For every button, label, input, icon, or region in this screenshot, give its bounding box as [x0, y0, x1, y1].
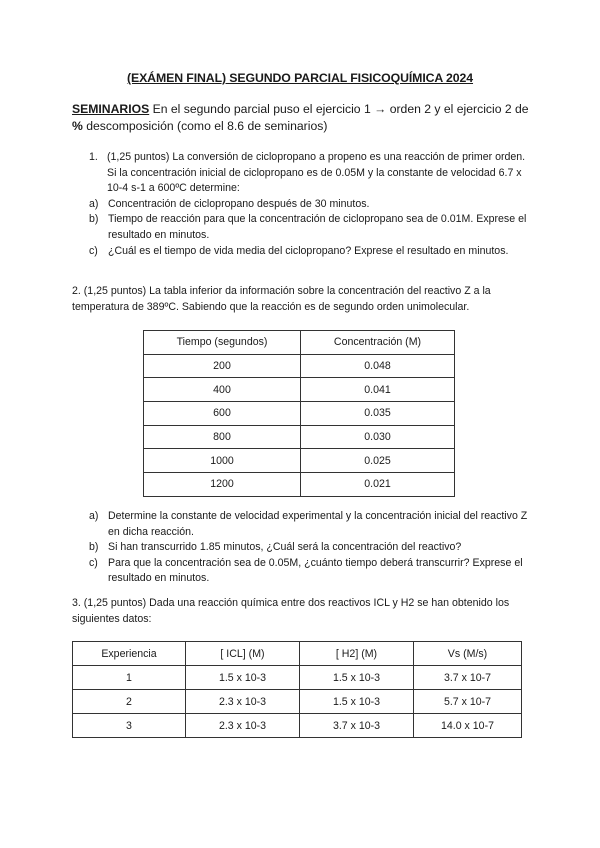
table-row: [144, 378, 455, 402]
item-text: Tiempo de reacción para que la concentración de ciclopropano sea de 0.01M. Exprese el resultado en minutos.: [108, 213, 527, 241]
question-1-item-c: [89, 244, 529, 260]
table-cell: 1200: [144, 473, 301, 497]
table-cell: 0.048: [301, 354, 455, 378]
table-cell: 3.7 x 10-7: [414, 666, 522, 690]
item-marker: a): [89, 510, 99, 522]
seminarios-keyword: SEMINARIOS: [72, 102, 150, 116]
rate-data-table: [72, 641, 522, 738]
item-marker: b): [89, 213, 99, 226]
percent-symbol: %: [72, 119, 83, 133]
table-cell: 400: [144, 378, 301, 402]
table-cell: 600: [144, 402, 301, 426]
table-cell: 2.3 x 10-3: [186, 690, 300, 714]
table-row: [73, 714, 522, 738]
table-cell: 1.5 x 10-3: [300, 666, 414, 690]
item-marker: c): [89, 244, 98, 257]
column-header: [ H2] (M): [300, 642, 414, 666]
table-header-row: [73, 642, 522, 666]
table-cell: 0.025: [301, 449, 455, 473]
table-row: [144, 425, 455, 449]
table-row: [73, 666, 522, 690]
table-header-row: [144, 331, 455, 355]
table-cell: 3: [73, 714, 186, 738]
question-3-statement: 3. (1,25 puntos) Dada una reacción química entre dos reactivos ICL y H2 se han obtenido los siguientes datos:: [72, 597, 510, 625]
table-cell: 0.021: [301, 473, 455, 497]
question-2-item-b: [89, 540, 529, 556]
table-row: [144, 354, 455, 378]
item-marker: a): [89, 197, 99, 210]
table-cell: 0.041: [301, 378, 455, 402]
question-1-item-a: [89, 197, 529, 213]
item-text: Si han transcurrido 1.85 minutos, ¿Cuál será la concentración del reactivo?: [108, 541, 462, 554]
seminarios-text-2: descomposición (como el 8.6 de seminarios): [82, 119, 328, 133]
table-cell: 1.5 x 10-3: [186, 666, 300, 690]
table-row: [73, 690, 522, 714]
item-marker: c): [89, 556, 98, 569]
column-header: Tiempo (segundos): [144, 331, 301, 355]
question-1-number: 1.: [89, 151, 98, 163]
concentration-table: [143, 330, 455, 497]
question-1-text: (1,25 puntos) La conversión de ciclopropano a propeno es una reacción de primer orden. Si la concentración inicial de ciclopropano es de 0.05M y la constante de velocidad 6.7 x 10-4 s-1 a 600ºC determine:: [107, 151, 526, 195]
table-cell: 2: [73, 690, 186, 714]
column-header: Experiencia: [73, 642, 186, 666]
question-1: [89, 150, 529, 259]
item-text: Concentración de ciclopropano después de 30 minutos.: [108, 197, 370, 210]
table-cell: 1: [73, 666, 186, 690]
table-cell: 1000: [144, 449, 301, 473]
column-header: Concentración (M): [301, 331, 455, 355]
table-row: [144, 473, 455, 497]
table-row: [144, 402, 455, 426]
item-text: ¿Cuál es el tiempo de vida media del ciclopropano? Exprese el resultado en minutos.: [108, 244, 509, 257]
table-cell: 200: [144, 354, 301, 378]
question-1-item-b: [89, 212, 529, 243]
column-header: Vs (M/s): [414, 642, 522, 666]
table-cell: 5.7 x 10-7: [414, 690, 522, 714]
column-header: [ ICL] (M): [186, 642, 300, 666]
table-cell: 1.5 x 10-3: [300, 690, 414, 714]
seminarios-text-1: En el segundo parcial puso el ejercicio 1 → orden 2 y el ejercicio 2 de: [149, 102, 529, 116]
seminarios-note: [72, 101, 542, 135]
item-marker: b): [89, 541, 99, 554]
table-cell: 2.3 x 10-3: [186, 714, 300, 738]
document-title: (EXÁMEN FINAL) SEGUNDO PARCIAL FISICOQUÍMICA 2024: [126, 71, 474, 85]
question-2-item-c: [89, 556, 529, 587]
table-cell: 0.030: [301, 425, 455, 449]
item-text: Determine la constante de velocidad experimental y la concentración inicial del reactivo Z en dicha reacción.: [108, 510, 528, 538]
table-cell: 14.0 x 10-7: [414, 714, 522, 738]
question-2-items: [89, 509, 529, 587]
item-text: Para que la concentración sea de 0.05M, ¿cuánto tiempo deberá transcurrir? Exprese el resultado en minutos.: [108, 556, 523, 585]
question-2-statement: 2. (1,25 puntos) La tabla inferior da información sobre la concentración del reactivo Z a la temperatura de 389ºC. Sabiendo que la reacción es de segundo orden unimolecular.: [72, 285, 491, 313]
table-cell: 0.035: [301, 402, 455, 426]
table-cell: 800: [144, 425, 301, 449]
question-2-item-a: [89, 509, 529, 540]
table-row: [144, 449, 455, 473]
table-cell: 3.7 x 10-3: [300, 714, 414, 738]
question-1-statement: [89, 150, 529, 197]
